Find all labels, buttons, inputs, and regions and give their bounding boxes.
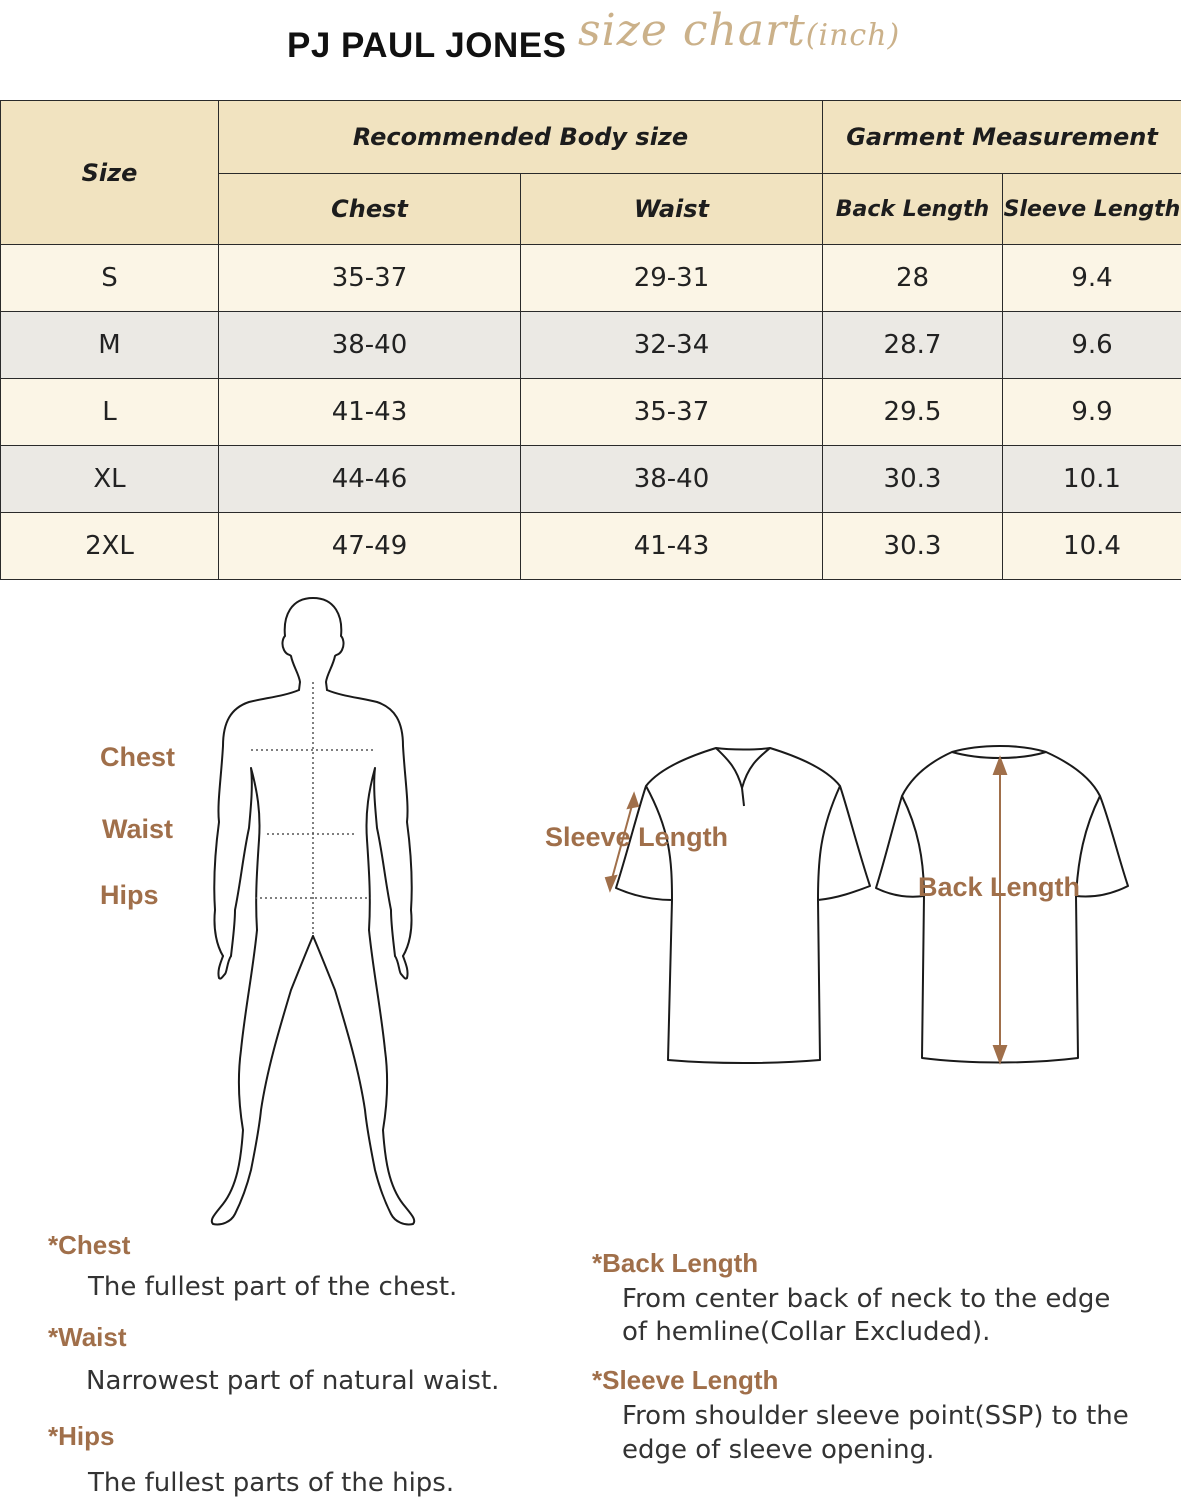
table-row xyxy=(1,513,1181,580)
body-figure-illustration xyxy=(195,590,435,1230)
table-row xyxy=(1,446,1181,513)
body-label-hips: Hips xyxy=(100,880,159,910)
sleeve-length-cell: 10.1 xyxy=(1003,446,1181,513)
size-table xyxy=(0,100,1181,580)
note-back-title: *Back Length xyxy=(592,1248,759,1278)
back-length-cell: 28.7 xyxy=(823,312,1003,379)
sleeve-length-label: Sleeve Length xyxy=(545,822,729,852)
body-size-group-header: Recommended Body size xyxy=(219,101,823,174)
note-sleeve-text-line1: From shoulder sleeve point(SSP) to the xyxy=(622,1401,1129,1431)
title-bar xyxy=(0,0,1181,95)
sleeve-length-cell: 10.4 xyxy=(1003,513,1181,580)
note-waist-title: *Waist xyxy=(48,1322,127,1352)
column-header-sleeve-length: Sleeve Length xyxy=(1003,174,1181,245)
shirt-front-illustration xyxy=(600,740,880,1070)
note-back-text-line1: From center back of neck to the edge xyxy=(622,1284,1111,1314)
sleeve-length-cell: 9.6 xyxy=(1003,312,1181,379)
size-header: Size xyxy=(1,101,219,245)
note-hips-text: The fullest parts of the hips. xyxy=(88,1468,455,1498)
chest-cell: 44-46 xyxy=(219,446,521,513)
size-cell: M xyxy=(1,312,219,379)
waist-cell: 38-40 xyxy=(521,446,823,513)
back-length-cell: 30.3 xyxy=(823,513,1003,580)
waist-cell: 35-37 xyxy=(521,379,823,446)
back-length-cell: 28 xyxy=(823,245,1003,312)
waist-cell: 32-34 xyxy=(521,312,823,379)
chest-cell: 38-40 xyxy=(219,312,521,379)
brand-name: PJ PAUL JONES xyxy=(287,26,567,65)
chart-title-main: size chart xyxy=(578,5,806,56)
note-waist-text: Narrowest part of natural waist. xyxy=(86,1366,500,1396)
chart-title-unit: (inch) xyxy=(805,18,901,53)
size-cell: L xyxy=(1,379,219,446)
sleeve-length-cell: 9.4 xyxy=(1003,245,1181,312)
note-chest-text: The fullest part of the chest. xyxy=(88,1272,458,1302)
garment-group-header: Garment Measurement xyxy=(823,101,1181,174)
size-cell: S xyxy=(1,245,219,312)
note-sleeve-title: *Sleeve Length xyxy=(592,1365,779,1395)
note-hips-title: *Hips xyxy=(48,1421,115,1451)
sleeve-length-cell: 9.9 xyxy=(1003,379,1181,446)
column-header-waist: Waist xyxy=(521,174,823,245)
shirt-back-illustration xyxy=(870,740,1140,1070)
back-length-cell: 30.3 xyxy=(823,446,1003,513)
chest-cell: 47-49 xyxy=(219,513,521,580)
column-header-back-length: Back Length xyxy=(823,174,1003,245)
size-cell: 2XL xyxy=(1,513,219,580)
size-cell: XL xyxy=(1,446,219,513)
body-label-chest: Chest xyxy=(100,742,176,772)
note-sleeve-text-line2: edge of sleeve opening. xyxy=(622,1435,935,1465)
back-length-cell: 29.5 xyxy=(823,379,1003,446)
waist-cell: 29-31 xyxy=(521,245,823,312)
table-row xyxy=(1,379,1181,446)
back-length-label: Back Length xyxy=(918,872,1081,902)
waist-cell: 41-43 xyxy=(521,513,823,580)
note-chest-title: *Chest xyxy=(48,1230,131,1260)
chest-cell: 35-37 xyxy=(219,245,521,312)
table-row xyxy=(1,312,1181,379)
column-header-chest: Chest xyxy=(219,174,521,245)
chart-title xyxy=(578,5,900,56)
chest-cell: 41-43 xyxy=(219,379,521,446)
note-back-text-line2: of hemline(Collar Excluded). xyxy=(622,1317,991,1347)
table-row xyxy=(1,245,1181,312)
body-label-waist: Waist xyxy=(102,814,174,844)
